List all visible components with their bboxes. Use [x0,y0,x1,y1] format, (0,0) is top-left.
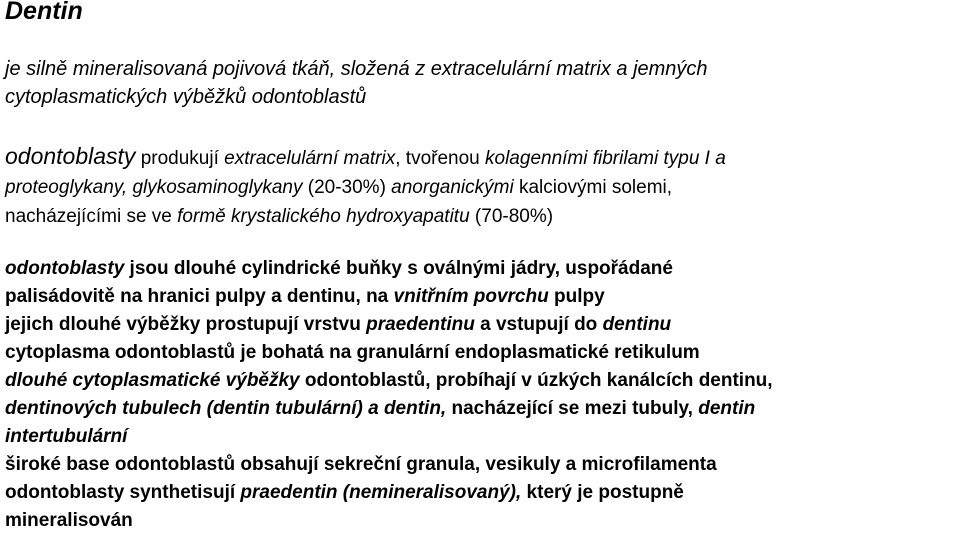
italic-term: odontoblasty [5,258,125,279]
intro-line-1: je silně mineralisovaná pojivová tkáň, složená z extracelulární matrix a jemných [5,58,708,80]
text-run: nacházejícími se ve [5,206,178,227]
italic-term: vnitřním povrchu [393,286,549,307]
italic-term: extracelulární matrix [224,148,396,169]
text-run: který je postupně [521,482,684,503]
italic-term: kolagenními fibrilami typu I a [485,148,726,169]
text-run: jsou dlouhé cylindrické buňky s oválnými jádry, uspořádané [124,258,673,279]
details-line-9 [5,479,957,507]
text-run: (70-80%) [469,206,554,227]
details-line-4: cytoplasma odontoblastů je bohatá na granulární endoplasmatické retikulum [5,342,700,363]
details-line-7 [5,423,957,451]
text-run: palisádovitě na hranici pulpy a dentinu, na [5,286,394,307]
text-run: a vstupují do [474,314,603,335]
italic-term: dentin [698,398,756,419]
italic-term: anorganickými [391,177,514,198]
production-paragraph [5,142,957,231]
text-run: odontoblastů, probíhají v úzkých kanálcích dentinu, [299,370,773,391]
text-run: (20-30%) [302,177,392,198]
italic-term: praedentin (nemineralisovaný), [240,482,522,503]
intro-line-2: cytoplasmatických výběžků odontoblastů [5,86,367,108]
details-line-1 [5,255,957,283]
details-paragraph [5,255,957,535]
text-run: , tvořenou [395,148,486,169]
slide-title: Dentin [5,0,83,25]
details-line-10: mineralisován [5,510,133,531]
text-run: produkují [135,148,225,169]
details-line-8: široké base odontoblastů obsahují sekreční granula, vesikuly a microfilamenta [5,454,717,475]
text-run: pulpy [548,286,605,307]
italic-term: praedentinu [366,314,475,335]
italic-term: dentinových tubulech (dentin tubulární) a dentin, [5,398,447,419]
text-run: jejich dlouhé výběžky prostupují vrstvu [5,314,367,335]
details-line-6 [5,395,957,423]
italic-term: intertubulární [5,426,128,447]
production-line-3 [5,202,957,231]
production-line-2 [5,173,957,202]
text-run: kalciovými solemi, [513,177,673,198]
text-run: odontoblasty synthetisují [5,482,241,503]
text-run: nacházející se mezi tubuly, [446,398,699,419]
details-line-5 [5,367,957,395]
italic-term: dentinu [602,314,672,335]
details-line-3 [5,311,957,339]
details-line-2 [5,283,957,311]
production-lead-term: odontoblasty [5,143,136,169]
production-line-1 [5,142,957,173]
italic-term: formě krystalického hydroxyapatitu [177,206,470,227]
italic-term: proteoglykany, glykosaminoglykany [5,177,303,198]
intro-paragraph [5,55,957,111]
italic-term: dlouhé cytoplasmatické výběžky [5,370,300,391]
